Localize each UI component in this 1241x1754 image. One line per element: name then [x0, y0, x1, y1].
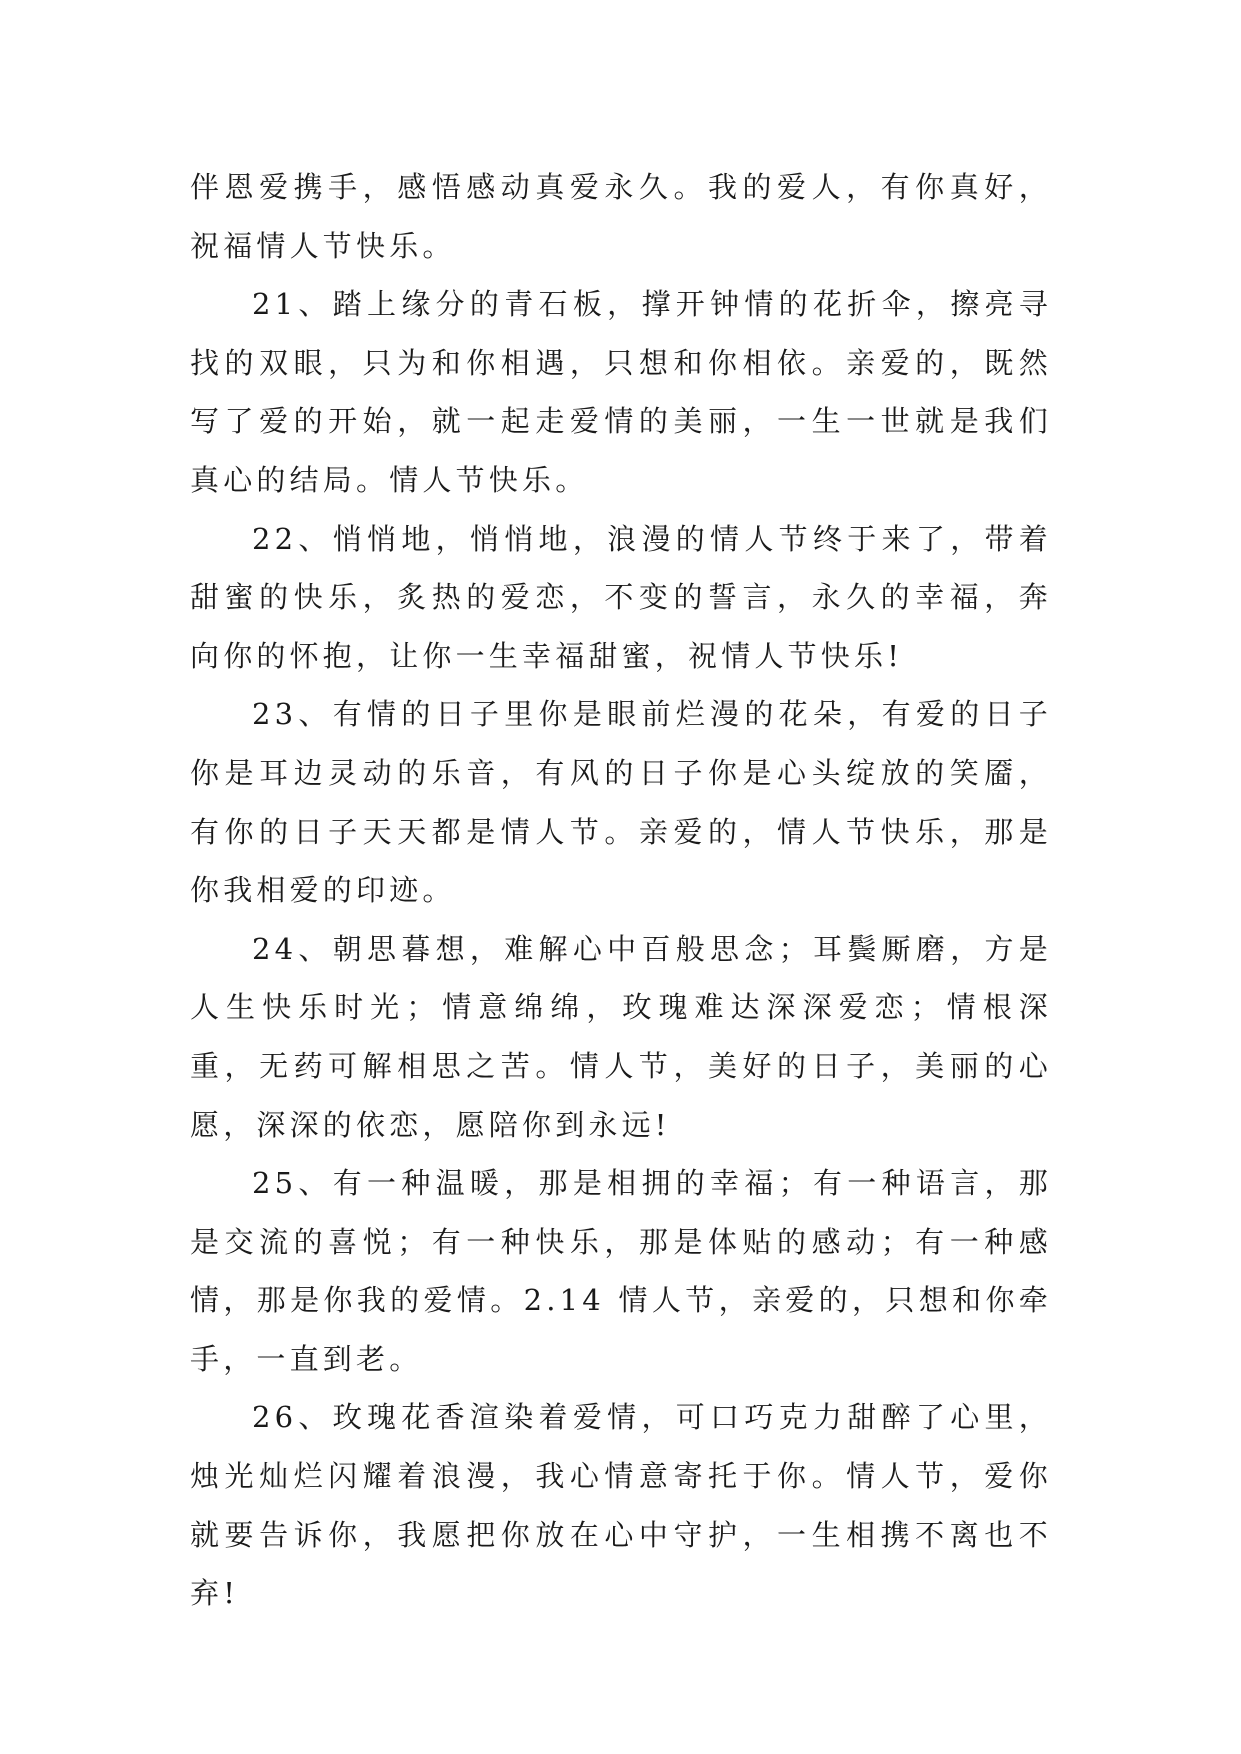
paragraph-wish-25: 25、有一种温暖，那是相拥的幸福；有一种语言，那是交流的喜悦；有一种快乐，那是体贴的感动；有一种感情，那是你我的爱情。2.14 情人节，亲爱的，只想和你牵手，一直到老。	[190, 1166, 1052, 1376]
paragraph-continuation: 伴恩爱携手，感悟感动真爱永久。我的爱人，有你真好，祝福情人节快乐。	[190, 170, 1052, 263]
paragraph-wish-21: 21、踏上缘分的青石板，撑开钟情的花折伞，擦亮寻找的双眼，只为和你相遇，只想和你相依。亲爱的，既然写了爱的开始，就一起走爱情的美丽，一生一世就是我们真心的结局。情人节快乐。	[190, 287, 1052, 497]
paragraph-wish-24: 24、朝思暮想，难解心中百般思念；耳鬓厮磨，方是人生快乐时光；情意绵绵，玫瑰难达深深爱恋；情根深重，无药可解相思之苦。情人节，美好的日子，美丽的心愿，深深的依恋，愿陪你到永远!	[190, 931, 1052, 1142]
paragraph-wish-23: 23、有情的日子里你是眼前烂漫的花朵，有爱的日子你是耳边灵动的乐音，有风的日子你是心头绽放的笑靥，有你的日子天天都是情人节。亲爱的，情人节快乐，那是你我相爱的印迹。	[190, 697, 1052, 908]
paragraph-wish-22: 22、悄悄地，悄悄地，浪漫的情人节终于来了，带着甜蜜的快乐，炙热的爱恋，不变的誓言，永久的幸福，奔向你的怀抱，让你一生幸福甜蜜，祝情人节快乐!	[190, 521, 1052, 673]
document-body	[190, 158, 1052, 1623]
paragraph-wish-26: 26、玫瑰花香渲染着爱情，可口巧克力甜醉了心里，烛光灿烂闪耀着浪漫，我心情意寄托于你。情人节，爱你就要告诉你，我愿把你放在心中守护，一生相携不离也不弃!	[190, 1400, 1052, 1611]
